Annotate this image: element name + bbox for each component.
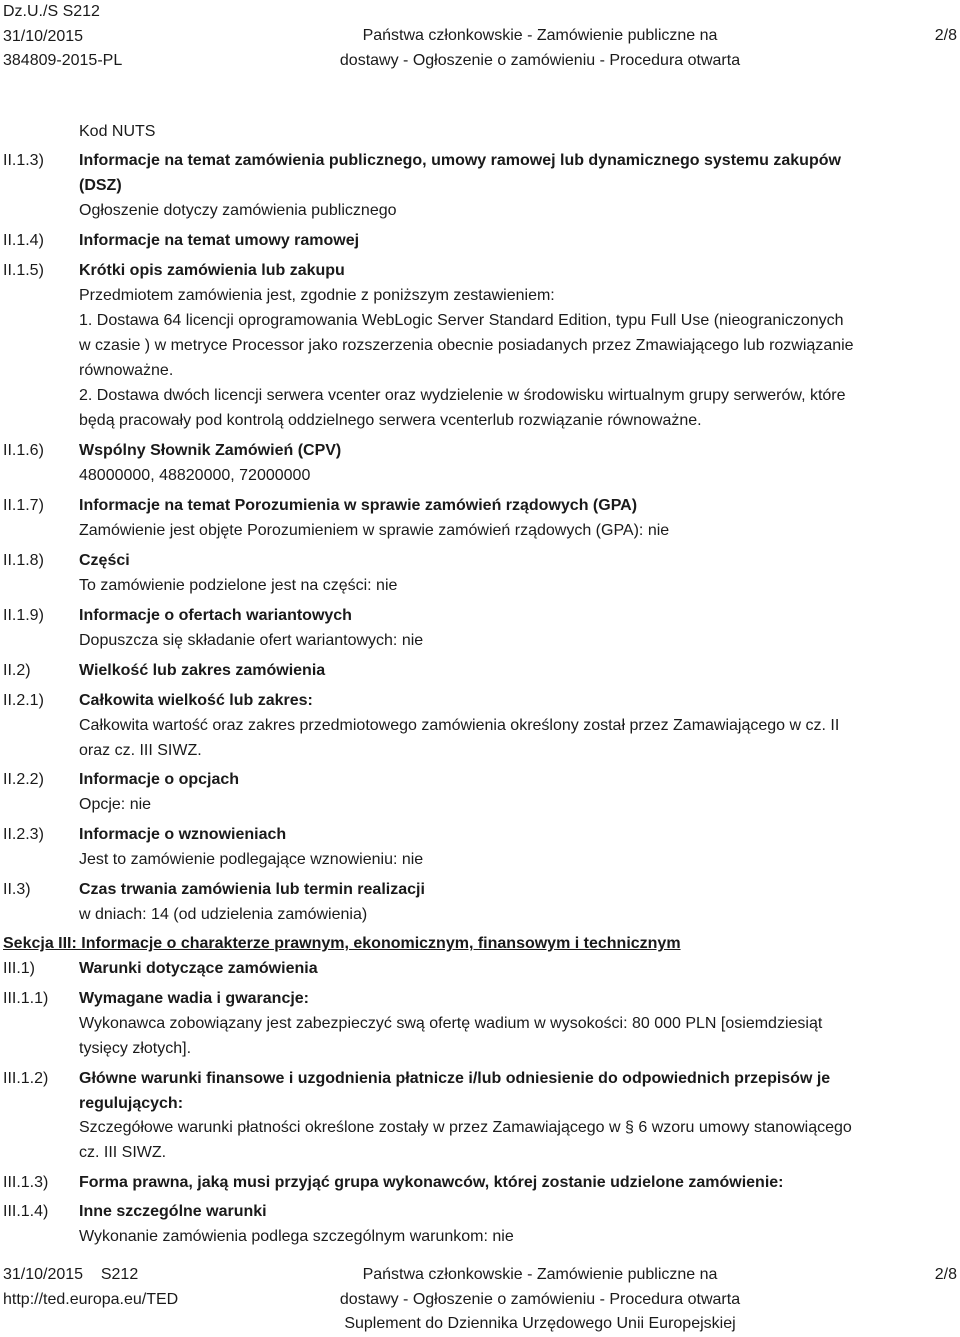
section-text: Przedmiotem zamówienia jest, zgodnie z poniższym zestawieniem:	[79, 287, 555, 304]
section-heading: Warunki dotyczące zamówienia	[79, 960, 318, 977]
section-text: cz. III SIWZ.	[79, 1144, 167, 1161]
section-number: II.1.3)	[3, 152, 44, 169]
section-heading: Inne szczególne warunki	[79, 1203, 267, 1220]
section-number: III.1.1)	[3, 990, 49, 1007]
header-date: 31/10/2015	[3, 27, 84, 45]
section-number: II.1.5)	[3, 262, 44, 279]
header-left	[3, 0, 122, 74]
cpv-codes: 48000000, 48820000, 72000000	[79, 467, 311, 484]
footer-center	[300, 1263, 780, 1337]
section-heading: Informacje o ofertach wariantowych	[79, 607, 352, 624]
header-notice-id: 384809-2015-PL	[3, 52, 123, 69]
header-title-line2: dostawy - Ogłoszenie o zamówieniu - Procedura otwarta	[339, 51, 741, 69]
header-center	[300, 24, 780, 73]
section-iii-title: Sekcja III: Informacje o charakterze prawnym, ekonomicznym, finansowym i technicznym	[3, 935, 681, 952]
section-text: To zamówienie podzielone jest na części: nie	[79, 577, 398, 594]
footer-left	[3, 1263, 178, 1312]
section-number: III.1.2)	[3, 1070, 49, 1087]
section-heading: Informacje na temat umowy ramowej	[79, 232, 360, 249]
section-heading: Informacje na temat zamówienia publicznego, umowy ramowej lub dynamicznego systemu zakupów	[79, 152, 841, 169]
footer-title-line1: Państwa członkowskie - Zamówienie publiczne na	[362, 1266, 718, 1283]
header-journal-ref: Dz.U./S S212	[3, 3, 100, 20]
section-text: Wykonanie zamówienia podlega szczególnym warunkom: nie	[79, 1228, 514, 1245]
section-number: III.1.3)	[3, 1174, 49, 1191]
section-text: Jest to zamówienie podlegające wznowieniu: nie	[79, 851, 424, 868]
header-page-number: 2/8	[934, 27, 957, 44]
section-text: Dopuszcza się składanie ofert wariantowych: nie	[79, 632, 424, 649]
section-number: III.1.4)	[3, 1203, 49, 1220]
section-text: oraz cz. III SIWZ.	[79, 742, 202, 759]
section-heading-cont: regulujących:	[79, 1095, 184, 1112]
section-text: w dniach: 14 (od udzielenia zamówienia)	[79, 906, 368, 923]
section-text: Szczegółowe warunki płatności określone zostały w przez Zamawiającego w § 6 wzoru umowy stanowiącego	[79, 1119, 852, 1136]
footer-date: 31/10/2015	[3, 1266, 84, 1283]
section-number: III.1)	[3, 960, 36, 977]
header-title-line1: Państwa członkowskie - Zamówienie publiczne na	[362, 27, 718, 44]
section-heading: Wymagane wadia i gwarancje:	[79, 990, 310, 1007]
section-number: II.1.4)	[3, 232, 44, 249]
section-text: Całkowita wartość oraz zakres przedmiotowego zamówienia określony został przez Zamawiającego w cz. II	[79, 717, 840, 734]
section-heading: Czas trwania zamówienia lub termin realizacji	[79, 881, 425, 898]
footer-series: S212	[100, 1266, 139, 1283]
section-number: II.2.2)	[3, 771, 44, 788]
section-heading: Główne warunki finansowe i uzgodnienia płatnicze i/lub odniesienie do odpowiednich przepisów je	[79, 1070, 831, 1087]
section-text: Opcje: nie	[79, 796, 152, 813]
nuts-code-label: Kod NUTS	[79, 123, 156, 140]
section-text: w czasie ) w metryce Processor jako rozszerzenia obecnie posiadanych przez Zmawiającego lub rozwiązanie	[79, 337, 854, 354]
footer-title-line3: Suplement do Dziennika Urzędowego Unii Europejskiej	[344, 1315, 736, 1332]
section-number: II.1.7)	[3, 497, 44, 514]
section-number: II.1.9)	[3, 607, 44, 624]
section-heading: Informacje na temat Porozumienia w sprawie zamówień rządowych (GPA)	[79, 497, 638, 514]
section-heading: Forma prawna, jaką musi przyjąć grupa wykonawców, której zostanie udzielone zamówienie:	[79, 1174, 784, 1191]
section-number: II.2.1)	[3, 692, 44, 709]
section-heading: Informacje o wznowieniach	[79, 826, 287, 843]
section-heading-cont: (DSZ)	[79, 177, 122, 194]
section-text: tysięcy złotych].	[79, 1040, 192, 1057]
section-heading: Krótki opis zamówienia lub zakupu	[79, 262, 345, 279]
section-text: Ogłoszenie dotyczy zamówienia publicznego	[79, 202, 397, 219]
section-heading: Części	[79, 552, 130, 569]
section-text: równoważne.	[79, 362, 174, 379]
footer-page-number: 2/8	[934, 1266, 957, 1283]
section-text: Zamówienie jest objęte Porozumieniem w sprawie zamówień rządowych (GPA): nie	[79, 522, 670, 539]
section-text: 2. Dostawa dwóch licencji serwera vcenter oraz wydzielenie w środowisku wirtualnym grupy serwerów, które	[79, 387, 846, 404]
section-text: będą pracowały pod kontrolą oddzielnego serwera vcenterlub rozwiązanie równoważne.	[79, 412, 702, 429]
footer-link[interactable]: http://ted.europa.eu/TED	[3, 1290, 179, 1308]
section-heading: Wspólny Słownik Zamówień (CPV)	[79, 442, 342, 459]
footer-title-line2: dostawy - Ogłoszenie o zamówieniu - Procedura otwarta	[339, 1290, 741, 1308]
section-number: II.2)	[3, 662, 31, 679]
section-heading: Informacje o opcjach	[79, 771, 240, 788]
section-number: II.2.3)	[3, 826, 44, 843]
section-number: II.1.6)	[3, 442, 44, 459]
section-text: 1. Dostawa 64 licencji oprogramowania WebLogic Server Standard Edition, typu Full Use (nieograniczonych	[79, 312, 844, 329]
section-heading: Całkowita wielkość lub zakres:	[79, 692, 313, 709]
section-number: II.3)	[3, 881, 31, 898]
section-number: II.1.8)	[3, 552, 44, 569]
section-text: Wykonawca zobowiązany jest zabezpieczyć swą ofertę wadium w wysokości: 80 000 PLN [osiemdziesiąt	[79, 1015, 823, 1032]
section-heading: Wielkość lub zakres zamówienia	[79, 662, 326, 679]
